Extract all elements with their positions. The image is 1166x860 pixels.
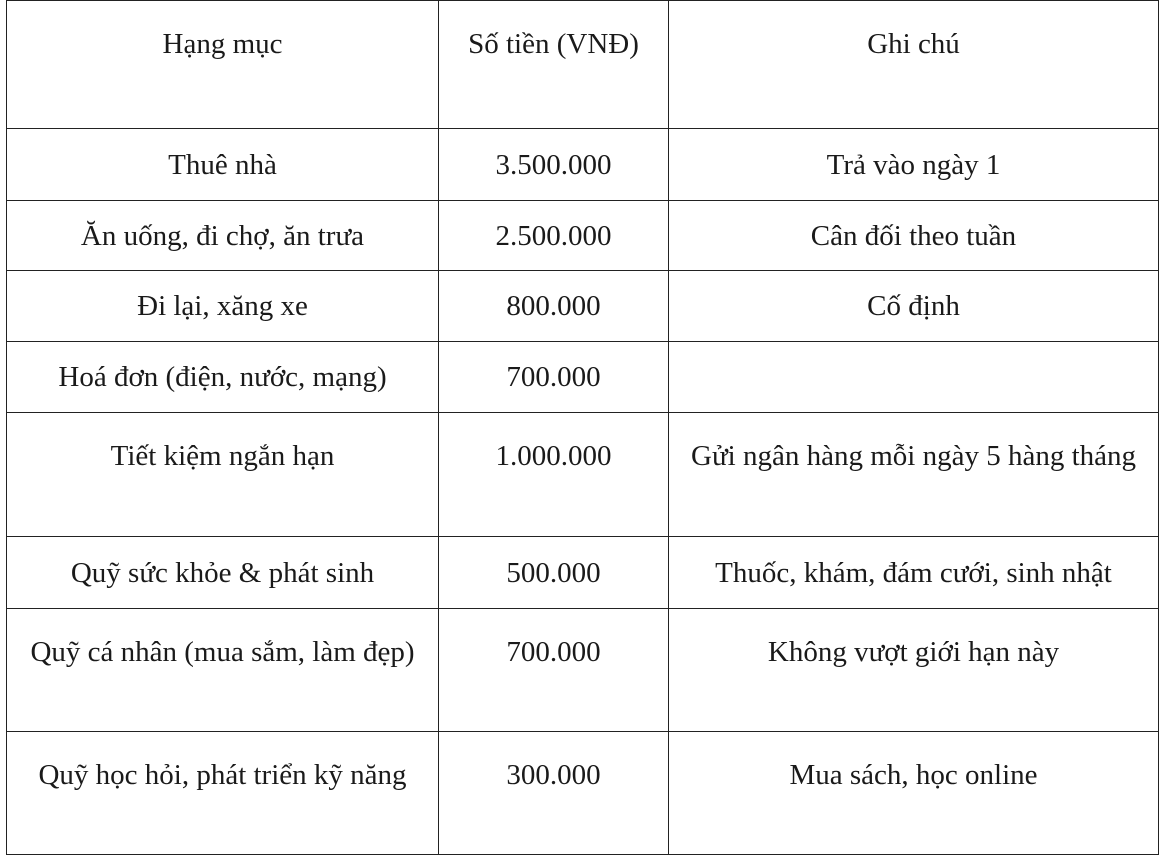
table-row [7,537,1159,609]
note-cell [669,342,1159,413]
amount-cell: 500.000 [439,537,669,609]
amount-cell: 1.000.000 [439,413,669,537]
category-cell: Đi lại, xăng xe [7,271,439,342]
category-cell: Thuê nhà [7,129,439,201]
table-row [7,129,1159,201]
note-cell: Không vượt giới hạn này [669,609,1159,732]
header-row [7,1,1159,129]
table-row [7,342,1159,413]
category-cell: Quỹ sức khỏe & phát sinh [7,537,439,609]
table-row [7,609,1159,732]
header-cell-category: Hạng mục [7,1,439,129]
table-row [7,201,1159,271]
note-cell: Cân đối theo tuần [669,201,1159,271]
category-cell: Ăn uống, đi chợ, ăn trưa [7,201,439,271]
category-cell: Hoá đơn (điện, nước, mạng) [7,342,439,413]
budget-table [6,0,1159,855]
amount-cell: 3.500.000 [439,129,669,201]
category-cell: Tiết kiệm ngắn hạn [7,413,439,537]
table-row [7,271,1159,342]
note-cell: Cố định [669,271,1159,342]
amount-cell: 700.000 [439,609,669,732]
category-cell: Quỹ học hỏi, phát triển kỹ năng [7,732,439,855]
category-cell: Quỹ cá nhân (mua sắm, làm đẹp) [7,609,439,732]
table-row [7,413,1159,537]
note-cell: Thuốc, khám, đám cưới, sinh nhật [669,537,1159,609]
amount-cell: 800.000 [439,271,669,342]
amount-cell: 700.000 [439,342,669,413]
note-cell: Trả vào ngày 1 [669,129,1159,201]
table-row [7,732,1159,855]
amount-cell: 300.000 [439,732,669,855]
note-cell: Gửi ngân hàng mỗi ngày 5 hàng tháng [669,413,1159,537]
amount-cell: 2.500.000 [439,201,669,271]
header-cell-amount: Số tiền (VNĐ) [439,1,669,129]
header-cell-note: Ghi chú [669,1,1159,129]
note-cell: Mua sách, học online [669,732,1159,855]
